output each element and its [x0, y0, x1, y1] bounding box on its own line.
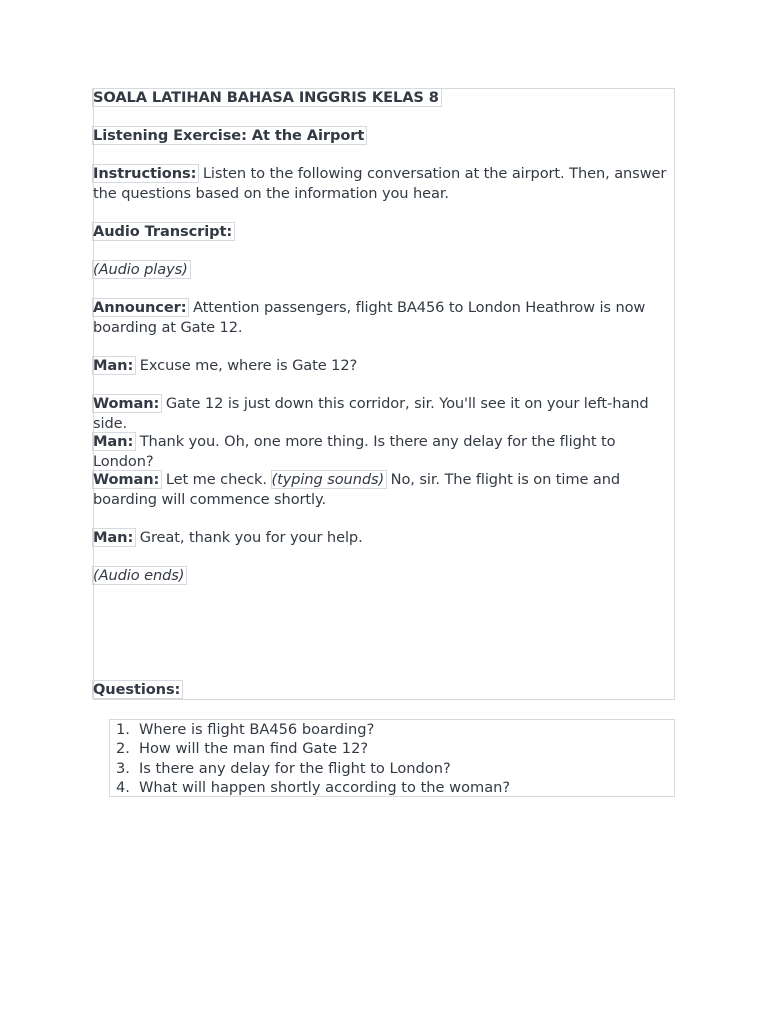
dialogue-text: Let me check.	[161, 471, 272, 488]
dialogue-line	[93, 356, 677, 376]
question-text: What will happen shortly according to the woman?	[139, 778, 511, 796]
questions-label: Questions:	[93, 681, 181, 698]
title-text: SOALA LATIHAN BAHASA INGGRIS KELAS 8	[93, 89, 439, 106]
instructions-text: Listen to the following conversation at the airport. Then, answer the questions based on the information you hear.	[93, 165, 667, 202]
transcript-heading	[93, 222, 677, 242]
speaker-label: Announcer:	[93, 299, 187, 316]
speaker-label: Man:	[93, 357, 134, 374]
dialogue-text: Excuse me, where is Gate 12?	[135, 357, 358, 374]
dialogue-line	[93, 470, 677, 510]
audio-ends-text: (Audio ends)	[93, 567, 185, 584]
dialogue-text: No, sir. The flight is on time and boarding will commence shortly.	[93, 471, 621, 508]
questions-list	[116, 720, 510, 797]
list-item	[116, 759, 510, 778]
audio-plays-text: (Audio plays)	[93, 261, 188, 278]
list-item	[116, 720, 510, 739]
dialogue-line	[93, 298, 677, 338]
speaker-label: Woman:	[93, 395, 160, 412]
transcript-label: Audio Transcript:	[93, 223, 233, 240]
dialogue-text: Attention passengers, flight BA456 to London Heathrow is now boarding at Gate 12.	[93, 299, 646, 336]
list-item	[116, 778, 510, 797]
audio-plays-note	[93, 260, 677, 280]
instructions-label: Instructions:	[93, 165, 197, 182]
document-subtitle	[93, 126, 677, 146]
question-text: Where is flight BA456 boarding?	[139, 721, 375, 738]
dialogue-aside: (typing sounds)	[271, 471, 385, 488]
dialogue-text: Great, thank you for your help.	[135, 529, 363, 546]
questions-heading	[93, 680, 677, 700]
dialogue-line	[93, 432, 677, 472]
question-text: How will the man find Gate 12?	[139, 740, 369, 758]
question-number: 2.	[116, 740, 130, 758]
instructions-paragraph	[93, 164, 677, 204]
subtitle-text: Listening Exercise: At the Airport	[93, 127, 365, 144]
question-number: 4.	[116, 778, 130, 796]
dialogue-text: Gate 12 is just down this corridor, sir. You'll see it on your left-hand side.	[93, 395, 649, 432]
question-number: 1.	[116, 721, 130, 738]
dialogue-line	[93, 528, 677, 548]
question-text: Is there any delay for the flight to London?	[139, 759, 451, 777]
speaker-label: Man:	[93, 529, 134, 546]
speaker-label: Woman:	[93, 471, 160, 488]
audio-ends-note	[93, 566, 677, 586]
document-title	[93, 88, 677, 108]
dialogue-text: Thank you. Oh, one more thing. Is there any delay for the flight to London?	[93, 433, 616, 470]
dialogue-line	[93, 394, 677, 434]
speaker-label: Man:	[93, 433, 134, 450]
question-number: 3.	[116, 759, 130, 777]
list-item	[116, 739, 510, 758]
